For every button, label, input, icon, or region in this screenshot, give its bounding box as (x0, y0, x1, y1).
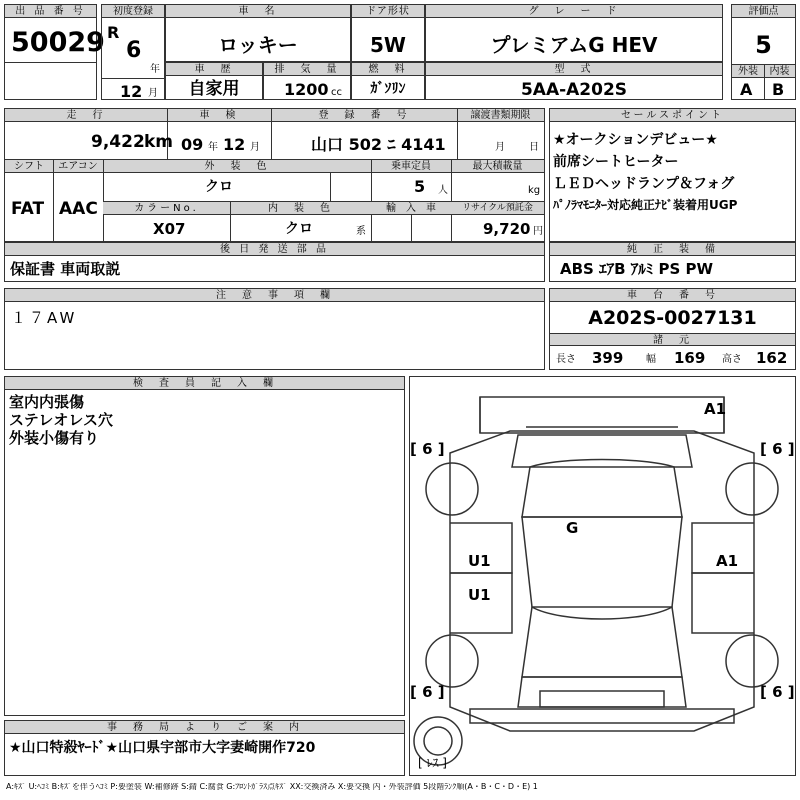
equipment-box (549, 242, 796, 282)
tire-front-left: [ 6 ] (410, 440, 445, 458)
color-no-label: カラーNo. (103, 202, 230, 215)
inspection-year: 09 (181, 135, 204, 154)
lot-label: 出 品 番 号 (5, 5, 96, 18)
displacement-unit: cc (331, 87, 342, 98)
legend: A:ｷｽﾞ U:ﾍｺﾐ B:ｷｽﾞを伴うﾍｺﾐ P:要塗装 W:補修跡 S:錆 C:腐食 G:ﾌﾛﾝﾄｶﾞﾗｽ点ｷｽﾞ XX:交換済み X:要交換 内・外装評価 5段階ﾗﾝｸ順(A・B・C・D・E) 1 (6, 783, 538, 791)
recycle-label: リサイクル預託金 (451, 202, 544, 215)
fuel-box (351, 62, 425, 100)
office-notice: ★山口特殺ﾔｰﾄﾞ★山口県宇部市大字妻崎開作720 (9, 740, 316, 756)
later-items-box (4, 242, 545, 282)
transfer-label: 譲渡書類期限 (457, 109, 544, 122)
car-name: ロッキー (218, 33, 298, 57)
damage-diagram (409, 376, 796, 776)
doors: 5W (370, 33, 406, 57)
ac-label: エアコン (53, 160, 103, 173)
doors-box (351, 4, 425, 62)
inspector-line-2: ステレオレス穴 (9, 411, 113, 429)
mileage-label: 走 行 (5, 109, 167, 122)
recycle-unit: 円 (533, 226, 543, 237)
spec-grid (4, 108, 545, 242)
car-name-box (165, 4, 351, 62)
height: 162 (756, 349, 788, 367)
displacement: 1200 (284, 80, 329, 99)
max-load-label: 最大積載量 (451, 160, 544, 173)
grade-box (425, 4, 723, 62)
lot-number: 50029 (11, 27, 105, 58)
history: 自家用 (188, 79, 240, 99)
mileage: 9,422 (91, 132, 145, 152)
sales-points-box (549, 108, 796, 242)
exterior-grade-label: 外装 (732, 65, 764, 78)
history-box (165, 62, 263, 100)
spare-tire: [ ﾚｽ ] (418, 756, 447, 770)
color-no: X07 (153, 220, 186, 238)
height-label: 高さ (722, 354, 742, 365)
era: R (107, 23, 120, 42)
model-box (425, 62, 723, 100)
sales-point-2: 前席シートヒーター (553, 154, 679, 170)
grade-label: グ レ ー ド (426, 5, 722, 18)
fuel: ｶﾞｿﾘﾝ (370, 81, 406, 97)
inspection-label: 車 検 (167, 109, 271, 122)
score: 5 (755, 31, 772, 59)
notes-box (4, 288, 545, 370)
interior-grade-label: 内装 (764, 65, 795, 78)
mileage-unit: km (144, 132, 174, 152)
inspector-label: 検 査 員 記 入 欄 (5, 377, 404, 390)
inspection-year-unit: 年 (208, 142, 218, 153)
ext-color-label: 外 装 色 (103, 160, 371, 173)
capacity-label: 乗車定員 (371, 160, 451, 173)
sales-point-4: ﾊﾟﾉﾗﾏﾓﾆﾀｰ対応純正ﾅﾋﾞ装着用UGP (553, 198, 738, 212)
reg-year-unit: 年 (150, 64, 160, 75)
mark-left-front-door: U1 (468, 552, 491, 570)
doors-label: ドア形状 (352, 5, 424, 18)
later-items: 保証書 車両取説 (10, 260, 121, 278)
capacity-unit: 人 (438, 185, 448, 196)
interior-grade: B (772, 80, 785, 99)
inspection-month-unit: 月 (250, 142, 260, 153)
chassis-box (549, 288, 796, 370)
notes-label: 注 意 事 項 欄 (5, 289, 544, 302)
specs-label: 諸 元 (550, 333, 795, 346)
score-box (731, 4, 796, 100)
tire-rear-left: [ 6 ] (410, 683, 445, 701)
displacement-label: 排 気 量 (264, 63, 350, 76)
reg-year: 6 (126, 38, 142, 63)
sales-point-3: ＬＥＤヘッドランプ＆フォグ (553, 176, 735, 192)
transfer-day-unit: 日 (529, 142, 539, 153)
reg-month: 12 (120, 82, 143, 101)
reg-month-unit: 月 (148, 88, 158, 99)
tire-rear-right: [ 6 ] (760, 683, 795, 701)
equipment-label: 純 正 装 備 (550, 243, 795, 256)
width: 169 (674, 349, 706, 367)
max-load-unit: kg (528, 185, 541, 196)
history-label: 車 歴 (166, 63, 262, 76)
inspector-line-1: 室内内張傷 (9, 393, 85, 411)
mark-left-rear-door: U1 (468, 586, 491, 604)
score-label: 評価点 (732, 5, 795, 18)
displacement-box (263, 62, 351, 100)
transfer-month-unit: 月 (495, 142, 505, 153)
int-color: クロ (285, 221, 313, 237)
later-items-label: 後 日 発 送 部 品 (5, 243, 544, 256)
shift-label: シフト (5, 160, 53, 173)
chassis-number: A202S-0027131 (588, 307, 757, 329)
mark-right-front-door: A1 (716, 552, 739, 570)
tire-front-right: [ 6 ] (760, 440, 795, 458)
ext-color: クロ (205, 179, 233, 195)
first-reg-label: 初度登録 (102, 5, 164, 18)
mark-roof: A1 (704, 400, 727, 418)
width-label: 幅 (646, 354, 656, 365)
chassis-label: 車 台 番 号 (550, 289, 795, 302)
grade: プレミアムG HEV (490, 33, 658, 57)
recycle: 9,720 (483, 220, 531, 238)
office-box (4, 720, 405, 776)
plate: 山口 502 ﾆ 4141 (311, 135, 446, 154)
plate-label: 登 録 番 号 (271, 109, 457, 122)
length: 399 (592, 349, 624, 367)
int-color-label: 内 装 色 (230, 202, 371, 215)
model-label: 型 式 (426, 63, 722, 76)
office-label: 事 務 局 よ り ご 案 内 (5, 721, 404, 734)
equipment: ABS ｴｱB ｱﾙﾐ PS PW (560, 260, 714, 278)
inspector-line-3: 外装小傷有り (9, 429, 100, 447)
import-label: 輸 入 車 (371, 202, 451, 215)
exterior-grade: A (740, 80, 753, 99)
lot-box (4, 4, 105, 100)
notes: １７AW (11, 309, 78, 327)
sales-point-1: ★オークションデビュー★ (553, 132, 718, 148)
sales-points-label: セールスポイント (550, 109, 795, 122)
inspector-box (4, 376, 405, 716)
car-name-label: 車 名 (166, 5, 350, 18)
car-outline (410, 377, 794, 774)
first-reg-box (101, 4, 165, 100)
int-color-unit: 系 (356, 226, 366, 237)
capacity: 5 (414, 177, 426, 196)
fuel-label: 燃 料 (352, 63, 424, 76)
length-label: 長さ (556, 354, 576, 365)
mark-hood: G (566, 519, 579, 537)
inspection-month: 12 (223, 135, 246, 154)
model: 5AA-A202S (520, 80, 628, 100)
ac: AAC (59, 199, 98, 219)
shift: FAT (11, 199, 45, 219)
